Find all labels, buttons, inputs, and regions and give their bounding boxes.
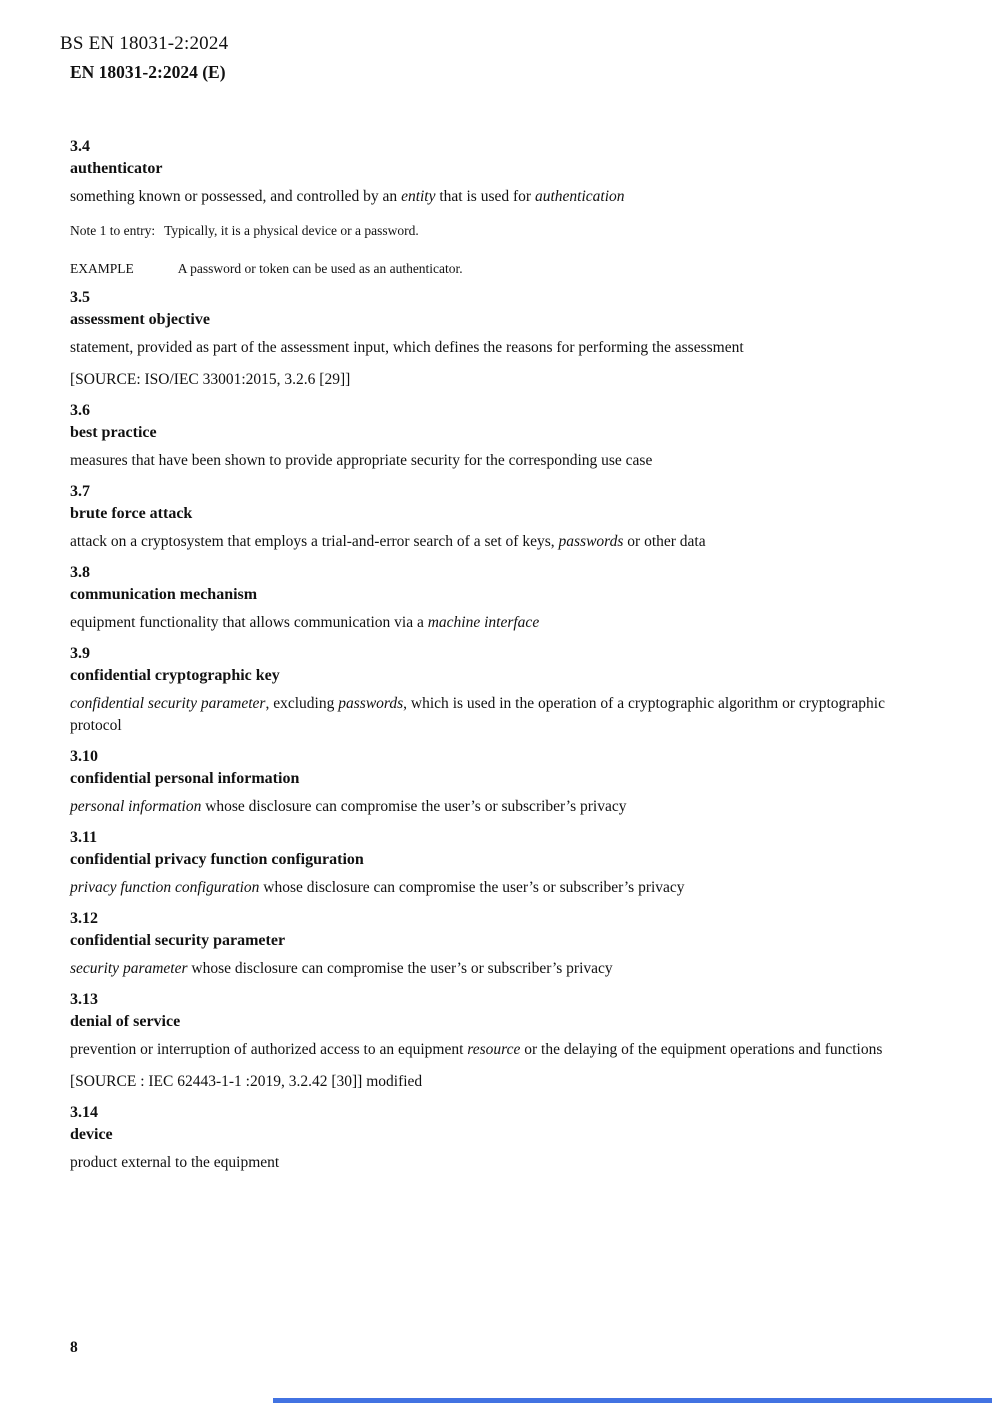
text-run: statement, provided as part of the assessment input, which defines the reasons for performing the assessment	[70, 339, 744, 356]
definition-entry	[70, 1102, 885, 1174]
definition-entry	[70, 989, 885, 1093]
definition-term: confidential security parameter	[70, 932, 286, 949]
text-run: or other data	[623, 533, 706, 550]
text-run: prevention or interruption of authorized access to an equipment	[70, 1041, 468, 1058]
definition-number: 3.11	[70, 829, 98, 846]
definition-number: 3.13	[70, 991, 98, 1008]
definition-number: 3.14	[70, 1104, 98, 1121]
definition-term: assessment objective	[70, 311, 210, 328]
text-run: whose disclosure can compromise the user’s or subscriber’s privacy	[187, 960, 613, 977]
text-run: , excluding	[265, 695, 339, 712]
italic-term: machine interface	[427, 614, 540, 631]
definition-number: 3.8	[70, 564, 90, 581]
definition-entry	[70, 908, 885, 980]
definition-number: 3.12	[70, 910, 98, 927]
definition-text	[70, 693, 885, 737]
definition-entry	[70, 746, 885, 818]
text-run: equipment functionality that allows communication via a	[70, 614, 428, 631]
definition-text	[70, 337, 885, 359]
italic-term: passwords	[558, 533, 624, 550]
definition-number: 3.9	[70, 645, 90, 662]
definition-entry	[70, 287, 885, 391]
definition-entry	[70, 827, 885, 899]
definition-number: 3.7	[70, 483, 90, 500]
note-label: Note 1 to entry:	[70, 223, 156, 238]
standard-reference-bold: EN 18031-2:2024 (E)	[70, 62, 226, 82]
text-run: whose disclosure can compromise the user’s or subscriber’s privacy	[201, 798, 627, 815]
definition-entry	[70, 481, 885, 553]
example-text: A password or token can be used as an authenticator.	[177, 261, 463, 276]
italic-term: confidential security parameter	[70, 695, 266, 712]
definition-term: authenticator	[70, 160, 163, 177]
italic-term: privacy function configuration	[70, 879, 260, 896]
page-number: 8	[70, 1339, 78, 1356]
definition-number: 3.6	[70, 402, 90, 419]
definitions-list	[70, 136, 885, 1174]
example-label: EXAMPLE	[70, 261, 134, 276]
definition-term: confidential privacy function configuration	[70, 851, 364, 868]
text-run: measures that have been shown to provide appropriate security for the corresponding use case	[70, 452, 653, 469]
definition-term: denial of service	[70, 1013, 181, 1030]
definition-term: communication mechanism	[70, 586, 258, 603]
definition-number: 3.10	[70, 748, 98, 765]
definition-text	[70, 450, 885, 472]
definition-source: [SOURCE: ISO/IEC 33001:2015, 3.2.6 [29]]	[70, 371, 351, 388]
text-run: that is used for	[435, 188, 535, 205]
definition-text	[70, 186, 885, 208]
definition-text	[70, 958, 885, 980]
definition-entry	[70, 136, 885, 278]
definition-text	[70, 1152, 885, 1174]
standard-reference: BS EN 18031-2:2024	[60, 33, 229, 54]
definition-text	[70, 877, 885, 899]
definition-number: 3.5	[70, 289, 90, 306]
italic-term: security parameter	[70, 960, 188, 977]
definition-term: confidential cryptographic key	[70, 667, 280, 684]
definition-term: best practice	[70, 424, 157, 441]
horizontal-scrollbar-thumb[interactable]	[273, 1398, 992, 1403]
definition-term: device	[70, 1126, 113, 1143]
document-header	[0, 0, 992, 83]
text-run: attack on a cryptosystem that employs a trial-and-error search of a set of keys,	[70, 533, 559, 550]
text-run: product external to the equipment	[70, 1154, 280, 1171]
text-run: something known or possessed, and controlled by an	[70, 188, 402, 205]
definition-number: 3.4	[70, 138, 90, 155]
note-text: Typically, it is a physical device or a password.	[164, 223, 419, 238]
definition-source: [SOURCE : IEC 62443-1-1 :2019, 3.2.42 [30]] modified	[70, 1073, 423, 1090]
definition-text	[70, 612, 885, 634]
definition-note	[70, 222, 885, 240]
text-run: or the delaying of the equipment operations and functions	[520, 1041, 883, 1058]
italic-term: authentication	[534, 188, 625, 205]
definition-entry	[70, 562, 885, 634]
definition-entry	[70, 643, 885, 737]
definition-text	[70, 531, 885, 553]
italic-term: passwords	[338, 695, 404, 712]
text-run: whose disclosure can compromise the user’s or subscriber’s privacy	[259, 879, 685, 896]
text-run: , which is used in the operation of a cryptographic algorithm or cryptographic protocol	[70, 695, 885, 734]
definition-example	[70, 260, 885, 278]
definition-text	[70, 1039, 885, 1061]
definition-text	[70, 796, 885, 818]
italic-term: entity	[401, 188, 436, 205]
italic-term: personal information	[70, 798, 202, 815]
definition-term: brute force attack	[70, 505, 193, 522]
italic-term: resource	[467, 1041, 521, 1058]
definition-entry	[70, 400, 885, 472]
definition-term: confidential personal information	[70, 770, 300, 787]
